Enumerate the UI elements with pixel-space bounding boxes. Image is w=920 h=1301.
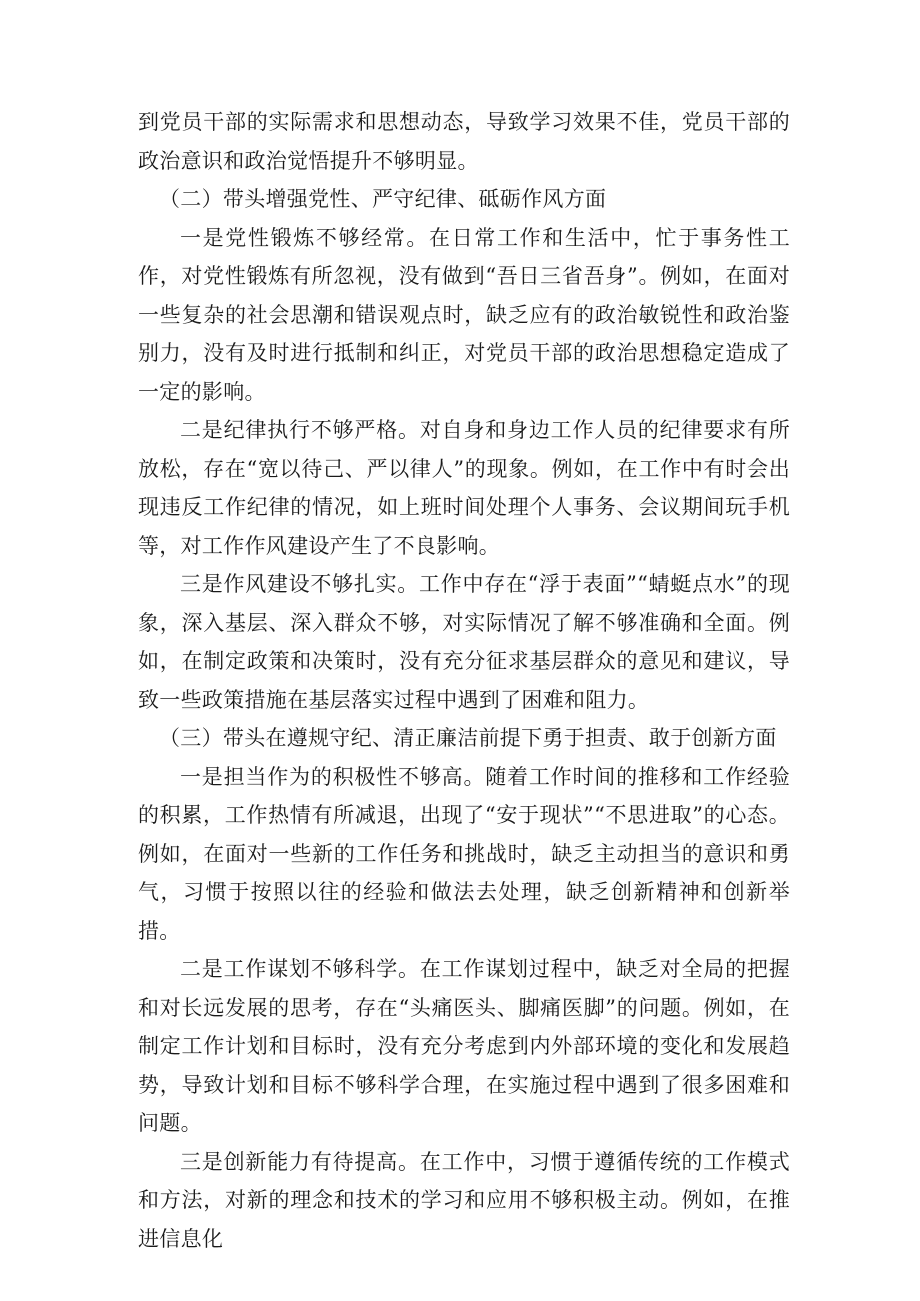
section-heading-3: （三）带头在遵规守纪、清正廉洁前提下勇于担责、敢于创新方面 [159,726,777,750]
paragraph-party-spirit: 一是党性锻炼不够经常。在日常工作和生活中，忙于事务性工作，对党性锻炼有所忽视，没有做到“吾日三省吾身”。例如，在面对一些复杂的社会思潮和错误观点时，缺乏应有的政治敏锐性和政治鉴别力，没有及时进行抵制和纠正，对党员干部的政治思想稳定造成了一定的影响。 [138,225,790,404]
paragraph-discipline: 二是纪律执行不够严格。对自身和身边工作人员的纪律要求有所放松，存在“宽以待己、严以律人”的现象。例如，在工作中有时会出现违反工作纪律的情况，如上班时间处理个人事务、会议期间玩手机等，对工作作风建设产生了不良影响。 [138,418,790,558]
document-body [138,103,790,1258]
paragraph-continuation: 到党员干部的实际需求和思想动态，导致学习效果不佳，党员干部的政治意识和政治觉悟提升不够明显。 [138,110,790,173]
section-heading-2: （二）带头增强党性、严守纪律、砥砺作风方面 [159,187,607,211]
paragraph-innovation: 三是创新能力有待提高。在工作中，习惯于遵循传统的工作模式和方法，对新的理念和技术的学习和应用不够积极主动。例如，在推进信息化 [138,1149,790,1251]
paragraph-planning: 二是工作谋划不够科学。在工作谋划过程中，缺乏对全局的把握和对长远发展的思考，存在“头痛医头、脚痛医脚”的问题。例如，在制定工作计划和目标时，没有充分考虑到内外部环境的变化和发展趋势，导致计划和目标不够科学合理，在实施过程中遇到了很多困难和问题。 [138,957,790,1135]
paragraph-responsibility: 一是担当作为的积极性不够高。随着工作时间的推移和工作经验的积累，工作热情有所减退，出现了“安于现状”“不思进取”的心态。例如，在面对一些新的工作任务和挑战时，缺乏主动担当的意识和勇气，习惯于按照以往的经验和做法去处理，缺乏创新精神和创新举措。 [138,764,790,943]
paragraph-work-style: 三是作风建设不够扎实。工作中存在“浮于表面”“蜻蜓点水”的现象，深入基层、深入群众不够，对实际情况了解不够准确和全面。例如，在制定政策和决策时，没有充分征求基层群众的意见和建议，导致一些政策措施在基层落实过程中遇到了困难和阻力。 [138,572,790,712]
